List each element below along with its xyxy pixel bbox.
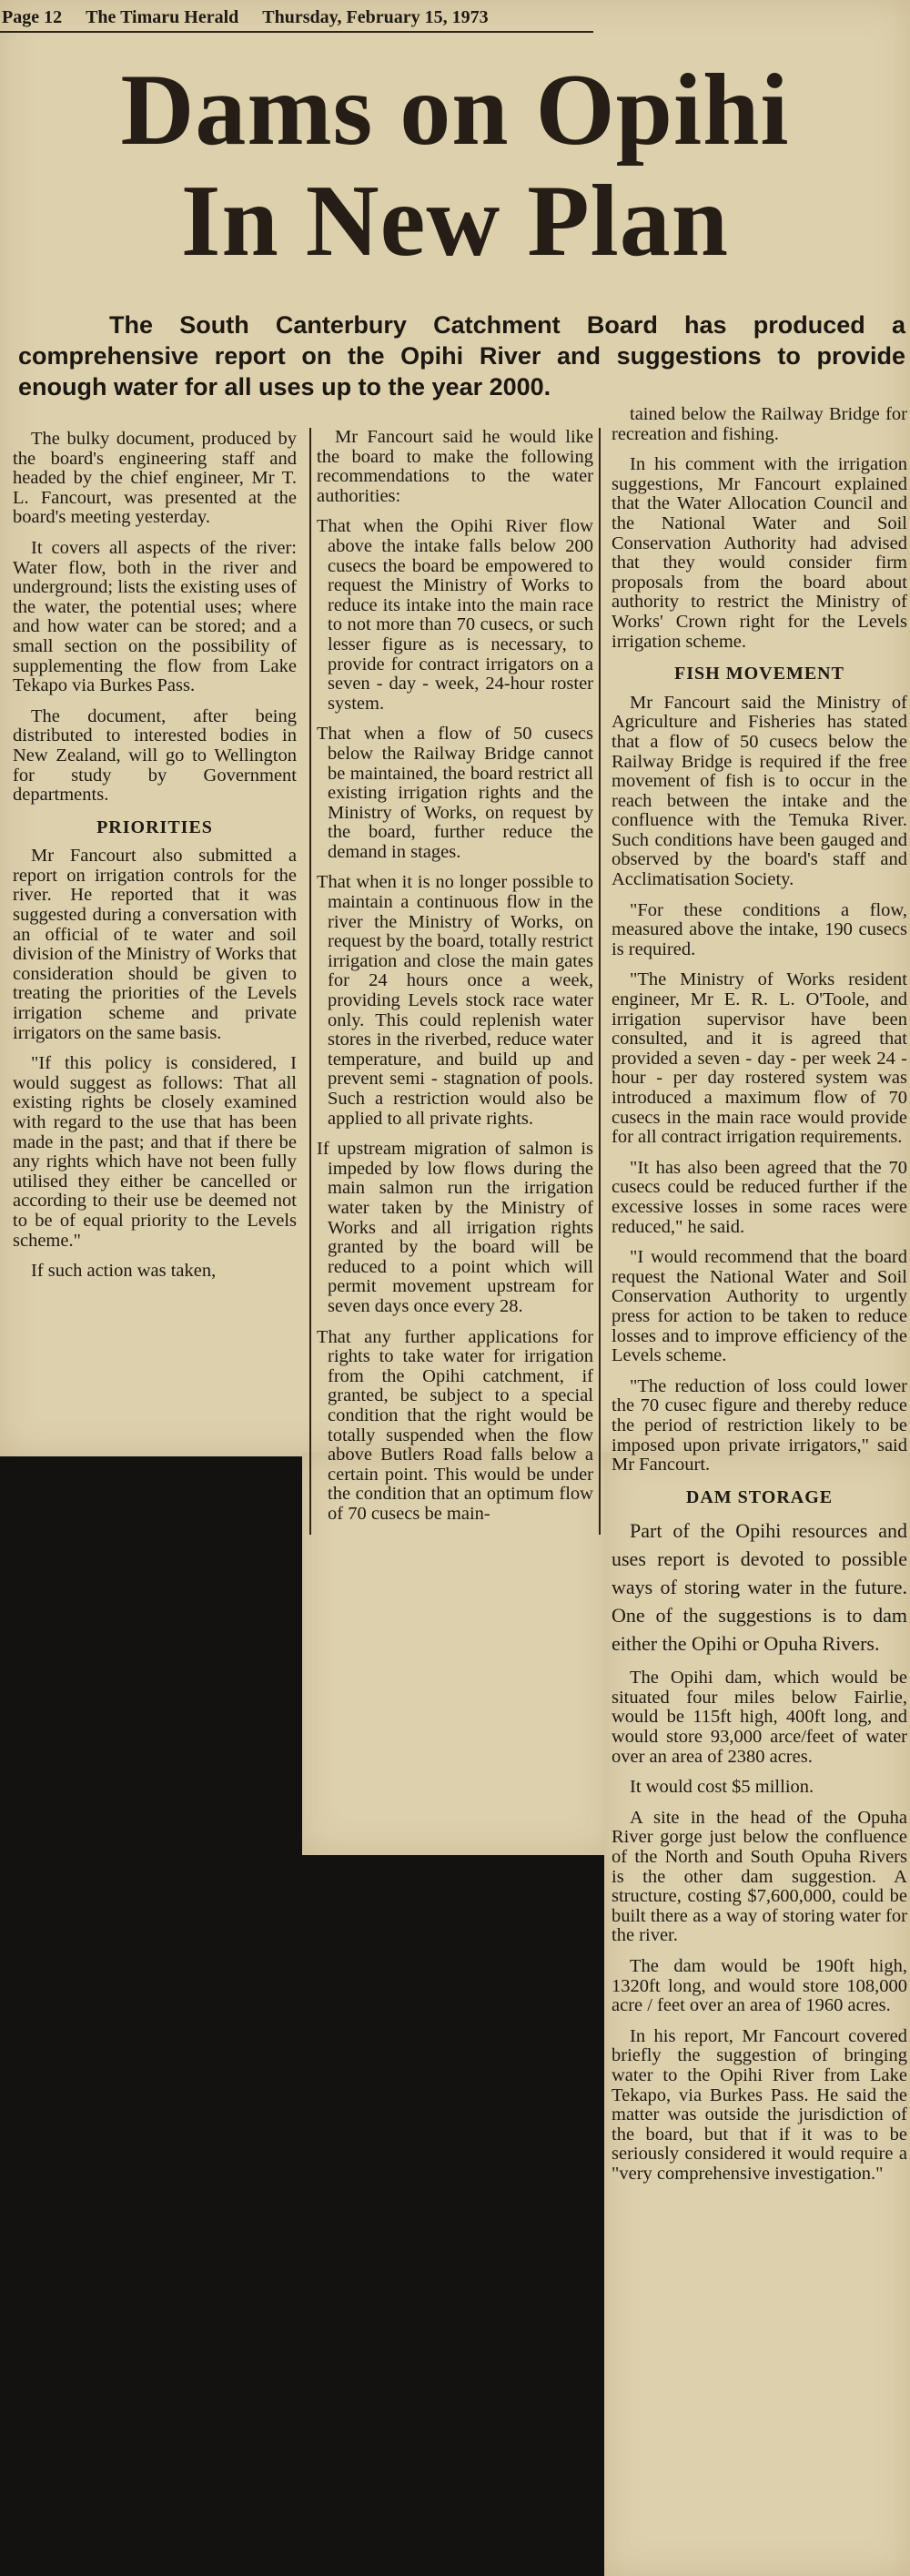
subheading-priorities: PRIORITIES bbox=[96, 816, 213, 837]
article-column-3 bbox=[612, 405, 907, 2196]
newspaper-name: The Timaru Herald bbox=[86, 6, 239, 27]
article-column-2 bbox=[309, 428, 601, 1535]
paragraph: "The reduction of loss could lower the 70 cusec figure and thereby reduce the period of restriction likely to be imposed upon private irrigators," said Mr Fancourt. bbox=[612, 1375, 907, 1476]
subheading-fish-movement: FISH MOVEMENT bbox=[674, 664, 844, 685]
paragraph: In his report, Mr Fancourt covered briefly the suggestion of bringing water to the Opihi River from Lake Tekapo, via Burkes Pass. He said the matter was outside the jurisdiction of the board, but that if it was to be seriously considered it would require a "very comprehensive investigation." bbox=[612, 2025, 907, 2184]
paragraph: Mr Fancourt said he would like the board to make the following recommendations to the water authorities: bbox=[317, 427, 593, 506]
paragraph: If such action was taken, bbox=[31, 1261, 217, 1282]
paragraph: Mr Fancourt also submitted a report on irrigation controls for the river. He reported that it was suggested during a conversation with an official of te water and soil division of the Ministry of Works that consideration should be given to treating the priorities of the Levels irrigation scheme and private irrigators on the same basis. bbox=[13, 846, 297, 1043]
paragraph: "It has also been agreed that the 70 cusecs could be reduced further if the excessive losses in some races were reduced," he said. bbox=[612, 1157, 907, 1237]
paragraph: "If this policy is considered, I would suggest as follows: That all existing rights be closely examined with regard to the use that has been made in the past; and that if there be any rights which have not been fully utilised they either be cancelled or according to their use be deemed not to be of equal priority to the Levels scheme." bbox=[13, 1053, 297, 1251]
paragraph: "The Ministry of Works resident engineer, Mr E. R. L. O'Toole, and irrigation supervisor have been consulted, and it is agreed that provided a seven - day - per week 24 - hour - per day rostered system was introduced a maximum flow of 70 cusecs in the main race would provide for all contract irrigation requirements. bbox=[612, 969, 907, 1148]
headline bbox=[0, 55, 910, 277]
standfirst: The South Canterbury Catchment Board has produced a comprehensive report on the Opihi River and suggestions to provide enough water for all uses up to the year 2000. bbox=[18, 311, 905, 401]
masthead bbox=[0, 4, 593, 33]
paragraph: "For these conditions a flow, measured above the intake, 190 cusecs is required. bbox=[612, 899, 907, 959]
paragraph: The dam would be 190ft high, 1320ft long, and would store 108,000 acre / feet over an area of 1960 acres. bbox=[612, 1956, 907, 2016]
paragraph: In his comment with the irrigation suggestions, Mr Fancourt explained that the Water Allocation Council and the National Water and Soil Conservation Authority had advised that they would consider firm proposals from the board about authority to restrict the Ministry of Works' Crown right for the Levels irrigation scheme. bbox=[612, 454, 907, 652]
article-column-1 bbox=[13, 430, 297, 1293]
paragraph: It would cost $5 million. bbox=[630, 1777, 814, 1798]
paragraph: The document, after being distributed to interested bodies in New Zealand, will go to Wellington for study by Government departments. bbox=[13, 705, 297, 806]
recommendation: That when a flow of 50 cusecs below the Railway Bridge cannot be maintained, the board restrict all existing irrigation rights and the Ministry of Works, on request by the board, further reduce the demand in stages. bbox=[317, 724, 593, 862]
page-number: Page 12 bbox=[2, 6, 63, 27]
paragraph: A site in the head of the Opuha River gorge just below the confluence of the North and South Opuha Rivers is the other dam suggestion. A structure, costing $7,600,000, could be built there as a way of storing water for the river. bbox=[612, 1807, 907, 1946]
headline-line-1: Dams on Opihi bbox=[120, 54, 790, 167]
recommendation: That when it is no longer possible to maintain a continuous flow in the river the Ministry of Works, on request by the board, totally restrict irrigation and close the main gates for 24 hours once a week, providing Levels stock race water only. This could replenish water stores in the riverbed, reduce water temperature, and build up and prevent semi - stagnation of pools. Such a restriction would also be applied to all private rights. bbox=[317, 872, 593, 1129]
paragraph: The Opihi dam, which would be situated four miles below Fairlie, would be 115ft high, 400ft long, and would store 93,000 arce/feet of water over an area of 2380 acres. bbox=[612, 1668, 907, 1767]
paragraph: tained below the Railway Bridge for recreation and fishing. bbox=[612, 404, 907, 444]
issue-date: Thursday, February 15, 1973 bbox=[262, 6, 489, 27]
paragraph: The bulky document, produced by the board's engineering staff and headed by the chief engineer, Mr T. L. Fancourt, was presented at the board's meeting yesterday. bbox=[13, 429, 297, 528]
paragraph: Mr Fancourt said the Ministry of Agriculture and Fisheries has stated that a flow of 50 cusecs below the Railway Bridge is required if the free movement of fish is to occur in the reach between the intake and the confluence with the Temuka River. Such conditions have been gauged and observed by the board's staff and Acclimatisation Society. bbox=[612, 692, 907, 890]
headline-line-2: In New Plan bbox=[180, 165, 730, 278]
recommendation: If upstream migration of salmon is impeded by low flows during the main salmon run the irrigation water taken by the Ministry of Works and all irrigation rights granted by the board will be reduced to a point which will permit movement upstream for seven days once every 28. bbox=[317, 1139, 593, 1316]
subheading-dam-storage: DAM STORAGE bbox=[685, 1486, 834, 1507]
paragraph: It covers all aspects of the river: Water flow, both in the river and underground; lists the existing uses of the water, the potential uses; where and how water can be stored; and a small section on the possibility of supplementing the flow from Lake Tekapo via Burkes Pass. bbox=[13, 537, 297, 696]
recommendation: That any further applications for rights to take water for irrigation from the Opihi catchment, if granted, be subject to a special condition that the right would be totally suspended when the flow above Butlers Road falls below a certain point. This would be under the condition that an optimum flow of 70 cusecs be main- bbox=[317, 1326, 593, 1524]
paragraph: "I would recommend that the board request the National Water and Soil Conservation Authority to urgently press for action to be taken to reduce losses and to improve efficiency of the Levels scheme. bbox=[612, 1247, 907, 1366]
paragraph: Part of the Opihi resources and uses report is devoted to possible ways of storing water in the future. One of the suggestions is to dam either the Opihi or Opuha Rivers. bbox=[612, 1519, 907, 1656]
recommendation: That when the Opihi River flow above the intake falls below 200 cusecs the board be empowered to request the Ministry of Works to reduce its intake into the main race to not more than 70 cusecs, or such lesser figure as is necessary, to provide for contract irrigators on a seven - day - week, 24-hour roster system. bbox=[317, 516, 593, 714]
